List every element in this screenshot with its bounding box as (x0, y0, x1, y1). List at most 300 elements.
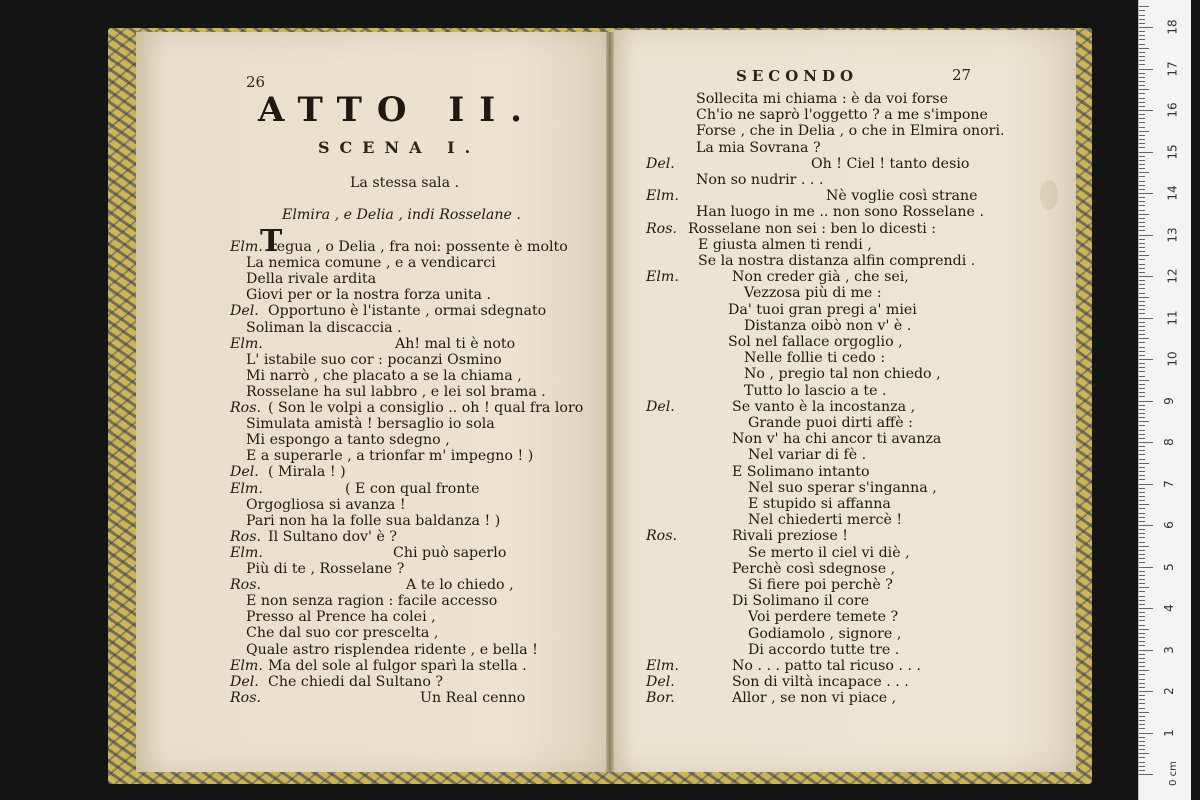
ruler-tick (1139, 226, 1145, 227)
ruler-tick (1139, 674, 1145, 675)
verse-line: No . . . patto tal ricuso . . . (732, 658, 922, 674)
ruler-tick (1139, 85, 1145, 86)
ruler-tick (1139, 106, 1145, 107)
verse-line: Che chiedi dal Sultano ? (268, 673, 443, 690)
ruler-tick (1139, 517, 1145, 518)
verse-line: Nel variar di fè . (748, 447, 867, 464)
ruler-tick (1139, 367, 1145, 368)
ruler-tick (1139, 305, 1145, 306)
speaker-label: Bor. (646, 690, 675, 707)
ruler-tick (1139, 122, 1145, 123)
ruler-tick (1139, 587, 1149, 588)
ruler-tick (1139, 417, 1145, 418)
ruler-tick (1139, 371, 1145, 372)
ruler-tick (1139, 454, 1145, 455)
ruler-tick (1139, 355, 1145, 356)
verse-line: Vezzosa più di me : (744, 285, 882, 302)
ruler-tick (1139, 10, 1145, 11)
speaker-label: Elm. (230, 239, 263, 255)
verse-line: E Solimano intanto (732, 463, 870, 480)
ruler-tick (1139, 708, 1145, 709)
verse-line: Tutto lo lascio a te . (744, 382, 887, 399)
ruler-tick (1139, 309, 1145, 310)
ruler-tick (1139, 430, 1145, 431)
ruler-tick (1139, 479, 1145, 480)
ruler-tick (1139, 114, 1145, 115)
ruler-tick (1139, 475, 1145, 476)
ruler-number: 5 (1161, 562, 1176, 571)
ruler-tick (1139, 351, 1145, 352)
verse-line: Il Sultano dov' è ? (268, 528, 397, 545)
speaker-label: Del. (646, 674, 675, 691)
ruler-tick (1139, 546, 1149, 547)
ruler-tick (1139, 654, 1145, 655)
ruler-tick (1139, 235, 1153, 236)
ruler-tick (1139, 197, 1145, 198)
speaker-label: Elm. (646, 269, 679, 286)
ruler-tick (1139, 571, 1145, 572)
ruler-tick (1139, 687, 1145, 688)
speaker-label: Ros. (230, 400, 262, 416)
verse-line: Han luogo in me .. non sono Rosselane . (696, 204, 984, 221)
ruler-tick (1139, 35, 1145, 36)
ruler-number: 12 (1165, 268, 1180, 284)
ruler-tick (1139, 359, 1153, 360)
verse-line: Se la nostra distanza alfin comprendi . (698, 253, 976, 269)
ruler-tick (1139, 558, 1145, 559)
ruler-tick (1139, 604, 1145, 605)
verse-line: Che dal suo cor prescelta , (246, 625, 439, 642)
verse-line: Soliman la discaccia . (246, 319, 402, 336)
verse-line: Simulata amistà ! bersaglio io sola (246, 416, 495, 433)
ruler-tick (1139, 164, 1145, 165)
ruler-tick (1139, 425, 1145, 426)
verse-line: Voi perdere temete ? (748, 609, 899, 626)
ruler-tick (1139, 56, 1145, 57)
ruler-tick (1139, 733, 1153, 734)
ruler-tick (1139, 93, 1145, 94)
ruler-tick (1139, 73, 1145, 74)
verse-line: Non creder già , che sei, (732, 269, 909, 286)
verse-line: Perchè così sdegnose , (732, 560, 896, 577)
ruler-tick (1139, 513, 1145, 514)
ruler-tick (1139, 19, 1145, 20)
ruler-tick (1139, 471, 1145, 472)
right-page-number: 27 (952, 66, 972, 84)
ruler-tick (1139, 504, 1149, 505)
drop-cap: T (260, 224, 283, 259)
ruler-tick (1139, 259, 1145, 260)
ruler-tick (1139, 318, 1153, 319)
verse-line: Di Solimano il core (732, 593, 870, 610)
verse-line: Quale astro risplendea ridente , e bella ! (246, 641, 538, 658)
ruler-tick (1139, 293, 1145, 294)
ruler-number: 13 (1165, 226, 1180, 243)
verse-line: A te lo chiedo , (406, 577, 514, 594)
ruler-tick (1139, 139, 1145, 140)
verse-line: Di accordo tutte tre . (748, 641, 900, 658)
book-gutter (606, 32, 614, 772)
characters-line: Elmira , e Delia , indi Rosselane . (282, 207, 521, 223)
verse-line: Rivali preziose ! (732, 528, 848, 545)
ruler-tick (1139, 39, 1145, 40)
ruler-tick (1139, 450, 1145, 451)
ruler-tick (1139, 77, 1145, 78)
speaker-label: Del. (646, 155, 675, 172)
ruler-tick (1139, 288, 1145, 289)
ruler-tick (1139, 438, 1145, 439)
ruler-tick (1139, 600, 1145, 601)
ruler-tick (1139, 272, 1145, 273)
speaker-label: Ros. (230, 689, 262, 706)
verse-line: Presso al Prence ha colei , (246, 609, 436, 626)
ruler-tick (1139, 521, 1145, 522)
verse-line: La nemica comune , e a vendicarci (246, 255, 496, 272)
verse-line: Mi narrò , che placato a se la chiama , (246, 367, 522, 384)
ruler-tick (1139, 48, 1149, 49)
verse-line: Forse , che in Delia , o che in Elmira onori. (696, 123, 1005, 140)
ruler-tick (1139, 205, 1145, 206)
ruler-tick (1139, 562, 1145, 563)
ruler-tick (1139, 222, 1145, 223)
ruler-tick (1139, 243, 1145, 244)
ruler-tick (1139, 583, 1145, 584)
ruler-tick (1139, 334, 1145, 335)
ruler-unit-label: 0 cm (1167, 761, 1179, 786)
ruler-tick (1139, 766, 1145, 767)
speaker-label: Elm. (646, 188, 679, 205)
verse-line: Se vanto è la incostanza , (732, 398, 916, 415)
ruler-number: 1 (1161, 728, 1176, 737)
left-page-number: 26 (246, 73, 266, 91)
ruler-number: 7 (1161, 479, 1176, 488)
ruler-tick (1139, 645, 1145, 646)
verse-line: Nelle follie ti cedo : (744, 350, 886, 367)
speaker-label: Del. (646, 398, 675, 415)
ruler-tick (1139, 757, 1145, 758)
ruler-tick (1139, 326, 1145, 327)
verse-line: E giusta almen ti rendi , (698, 236, 872, 253)
verse-line: L' istabile suo cor : pocanzi Osmino (246, 351, 502, 368)
ruler-tick (1139, 405, 1145, 406)
ruler-tick (1139, 301, 1145, 302)
ruler-tick (1139, 384, 1145, 385)
ruler-tick (1139, 716, 1145, 717)
speaker-label: Del. (230, 303, 259, 320)
paper-stain (1040, 180, 1058, 210)
verse-line: Non so nudrir . . . (696, 172, 824, 188)
ruler-tick (1139, 193, 1153, 194)
ruler-tick (1139, 770, 1145, 771)
ruler-tick (1139, 612, 1145, 613)
verse-line: Non v' ha chi ancor ti avanza (732, 431, 942, 448)
ruler-number: 6 (1161, 521, 1176, 529)
ruler-tick (1139, 6, 1149, 7)
verse-line: Ma del sole al fulgor sparì la stella . (268, 657, 527, 674)
verse-line: Sol nel fallace orgoglio , (728, 334, 903, 350)
ruler-tick (1139, 679, 1145, 680)
verse-line: Giovi per or la nostra forza unita . (246, 287, 492, 304)
ruler-tick (1139, 313, 1145, 314)
ruler-tick (1139, 737, 1145, 738)
ruler-tick (1139, 484, 1153, 485)
ruler-tick (1139, 23, 1145, 24)
ruler-number: 3 (1161, 645, 1176, 654)
speaker-label: Elm. (230, 544, 263, 561)
ruler-tick (1139, 550, 1145, 551)
ruler-tick (1139, 650, 1153, 651)
ruler-tick (1139, 247, 1145, 248)
ruler-tick (1139, 579, 1145, 580)
ruler-number: 10 (1165, 351, 1180, 367)
speaker-label: Ros. (230, 577, 262, 594)
ruler-tick (1139, 749, 1145, 750)
ruler-tick (1139, 533, 1145, 534)
speaker-label: Del. (230, 673, 259, 690)
verse-line: Della rivale ardita (246, 271, 377, 288)
ruler-tick (1139, 537, 1145, 538)
ruler-tick (1139, 446, 1145, 447)
ruler-tick (1139, 338, 1149, 339)
ruler-tick (1139, 567, 1153, 568)
ruler-tick (1139, 745, 1145, 746)
ruler-tick (1139, 15, 1145, 16)
speaker-label: Elm. (646, 658, 679, 674)
verse-line: Più di te , Rosselane ? (246, 561, 405, 577)
ruler-tick (1139, 608, 1153, 609)
ruler-tick (1139, 591, 1145, 592)
ruler-tick (1139, 152, 1153, 153)
verse-line: Grande puoi dirti affè : (748, 415, 913, 431)
ruler-tick (1139, 176, 1145, 177)
ruler-tick (1139, 168, 1145, 169)
ruler-tick (1139, 98, 1145, 99)
ruler-tick (1139, 147, 1145, 148)
verse-line: E non senza ragion : facile accesso (246, 593, 498, 610)
ruler-number: 9 (1161, 396, 1176, 405)
ruler-tick (1139, 741, 1145, 742)
ruler-tick (1139, 376, 1145, 377)
verse-line: Pari non ha la folle sua baldanza ! ) (246, 512, 501, 529)
ruler-tick (1139, 330, 1145, 331)
ruler-tick (1139, 64, 1145, 65)
ruler-tick (1139, 496, 1145, 497)
ruler-tick (1139, 695, 1145, 696)
ruler-tick (1139, 44, 1145, 45)
verse-line: Godiamolo , signore , (748, 625, 902, 642)
ruler-tick (1139, 459, 1145, 460)
ruler-tick (1139, 724, 1145, 725)
ruler-tick (1139, 27, 1153, 28)
ruler-tick (1139, 434, 1145, 435)
ruler-tick (1139, 525, 1153, 526)
speaker-label: Ros. (230, 528, 262, 545)
ruler-tick (1139, 720, 1145, 721)
ruler-tick (1139, 214, 1149, 215)
ruler-tick (1139, 268, 1145, 269)
verse-line: Nel chiederti mercè ! (748, 512, 903, 529)
ruler-number: 18 (1165, 19, 1180, 35)
verse-line: Chi può saperlo (393, 544, 507, 561)
verse-line: Orgogliosa si avanza ! (246, 496, 406, 513)
ruler-tick (1139, 189, 1145, 190)
ruler-tick (1139, 492, 1145, 493)
ruler-tick (1139, 60, 1145, 61)
ruler-tick (1139, 728, 1145, 729)
ruler-tick (1139, 89, 1149, 90)
verse-line: regua , o Delia , fra noi: possente è molto (270, 239, 568, 255)
ruler-tick (1139, 52, 1145, 53)
verse-line: E stupido si affanna (748, 496, 891, 512)
ruler-tick (1139, 753, 1149, 754)
ruler-tick (1139, 413, 1145, 414)
verse-line: Distanza oibò non v' è . (744, 317, 912, 334)
verse-line: Nè voglie così strane (826, 188, 978, 205)
ruler-tick (1139, 172, 1149, 173)
ruler-tick (1139, 143, 1145, 144)
verse-line: Se merto il ciel vi diè , (748, 544, 910, 561)
ruler-tick (1139, 280, 1145, 281)
verse-line: E a superarle , a trionfar m' impegno ! ) (246, 448, 534, 465)
ruler-number: 14 (1165, 185, 1180, 201)
ruler-tick (1139, 683, 1145, 684)
ruler-tick (1139, 201, 1145, 202)
ruler-tick (1139, 637, 1145, 638)
ruler-tick (1139, 620, 1145, 621)
verse-line: Ah! mal ti è noto (395, 335, 516, 352)
ruler-tick (1139, 156, 1145, 157)
ruler-tick (1139, 102, 1145, 103)
ruler-tick (1139, 81, 1145, 82)
speaker-label: Elm. (230, 335, 263, 352)
speaker-label: Ros. (646, 220, 678, 237)
ruler-tick (1139, 629, 1149, 630)
speaker-label: Ros. (646, 528, 678, 545)
ruler-tick (1139, 542, 1145, 543)
ruler-tick (1139, 31, 1145, 32)
ruler-tick (1139, 762, 1145, 763)
ruler-tick (1139, 251, 1145, 252)
ruler-tick (1139, 666, 1145, 667)
verse-line: Allor , se non vi piace , (732, 690, 897, 707)
ruler-tick (1139, 110, 1153, 111)
ruler-tick (1139, 421, 1149, 422)
ruler-tick (1139, 131, 1149, 132)
ruler-tick (1139, 347, 1145, 348)
ruler-tick (1139, 670, 1149, 671)
ruler-tick (1139, 662, 1145, 663)
ruler-number: 4 (1161, 604, 1176, 612)
measuring-ruler (1138, 0, 1191, 800)
ruler-tick (1139, 118, 1145, 119)
verse-line: No , pregio tal non chiedo , (744, 366, 941, 383)
verse-line: Ch'io ne saprò l'oggetto ? a me s'impone (696, 107, 988, 124)
ruler-tick (1139, 135, 1145, 136)
ruler-tick (1139, 401, 1153, 402)
ruler-tick (1139, 703, 1145, 704)
ruler-tick (1139, 160, 1145, 161)
ruler-tick (1139, 284, 1145, 285)
ruler-tick (1139, 297, 1149, 298)
ruler-number: 17 (1165, 60, 1180, 77)
ruler-tick (1139, 127, 1145, 128)
ruler-tick (1139, 616, 1145, 617)
scene-setting: La stessa sala . (350, 175, 460, 191)
ruler-tick (1139, 218, 1145, 219)
verse-line: Rosselane non sei : ben lo dicesti : (688, 220, 937, 237)
verse-line: Oh ! Ciel ! tanto desio (811, 155, 970, 172)
ruler-tick (1139, 322, 1145, 323)
speaker-label: Elm. (230, 480, 263, 497)
verse-line: Opportuno è l'istante , ormai sdegnato (268, 303, 547, 320)
ruler-tick (1139, 467, 1145, 468)
ruler-tick (1139, 712, 1149, 713)
ruler-tick (1139, 596, 1145, 597)
ruler-tick (1139, 699, 1145, 700)
ruler-tick (1139, 488, 1145, 489)
verse-line: Si fiere poi perchè ? (748, 577, 893, 593)
ruler-tick (1139, 255, 1149, 256)
ruler-tick (1139, 396, 1145, 397)
ruler-number: 2 (1161, 687, 1176, 695)
ruler-tick (1139, 442, 1153, 443)
ruler-tick (1139, 529, 1145, 530)
verse-line: ( Son le volpi a consiglio .. oh ! qual fra loro (268, 400, 584, 416)
ruler-tick (1139, 409, 1145, 410)
verse-line: Da' tuoi gran pregi a' miei (728, 301, 917, 318)
scene-title: SCENA I. (318, 138, 481, 157)
ruler-tick (1139, 363, 1145, 364)
speaker-label: Elm. (230, 657, 263, 674)
ruler-tick (1139, 500, 1145, 501)
verse-line: Son di viltà incapace . . . (732, 674, 909, 691)
ruler-tick (1139, 691, 1153, 692)
verse-line: Un Real cenno (420, 689, 526, 706)
verse-line: La mia Sovrana ? (696, 139, 821, 156)
ruler-tick (1139, 388, 1145, 389)
ruler-tick (1139, 181, 1145, 182)
ruler-tick (1139, 774, 1153, 775)
ruler-tick (1139, 641, 1145, 642)
verse-line: ( Mirala ! ) (268, 464, 346, 481)
act-title: ATTO II. (258, 90, 538, 130)
ruler-tick (1139, 239, 1145, 240)
ruler-tick (1139, 392, 1145, 393)
ruler-tick (1139, 69, 1153, 70)
verse-line: ( E con qual fronte (345, 480, 480, 497)
running-head: SECONDO (736, 67, 859, 85)
ruler-tick (1139, 380, 1149, 381)
ruler-number: 16 (1165, 102, 1180, 118)
ruler-tick (1139, 575, 1145, 576)
speaker-label: Del. (230, 464, 259, 481)
ruler-tick (1139, 276, 1153, 277)
verse-line: Rosselane ha sul labbro , e lei sol brama . (246, 383, 546, 400)
ruler-tick (1139, 210, 1145, 211)
ruler-tick (1139, 658, 1145, 659)
verse-line: Nel suo sperar s'inganna , (748, 479, 937, 496)
ruler-number: 15 (1165, 143, 1180, 160)
ruler-number: 8 (1161, 438, 1176, 446)
ruler-tick (1139, 230, 1145, 231)
ruler-tick (1139, 633, 1145, 634)
ruler-tick (1139, 625, 1145, 626)
ruler-tick (1139, 554, 1145, 555)
ruler-number: 11 (1165, 309, 1180, 326)
verse-line: Mi espongo a tanto sdegno , (246, 432, 450, 449)
ruler-tick (1139, 463, 1149, 464)
ruler-tick (1139, 342, 1145, 343)
